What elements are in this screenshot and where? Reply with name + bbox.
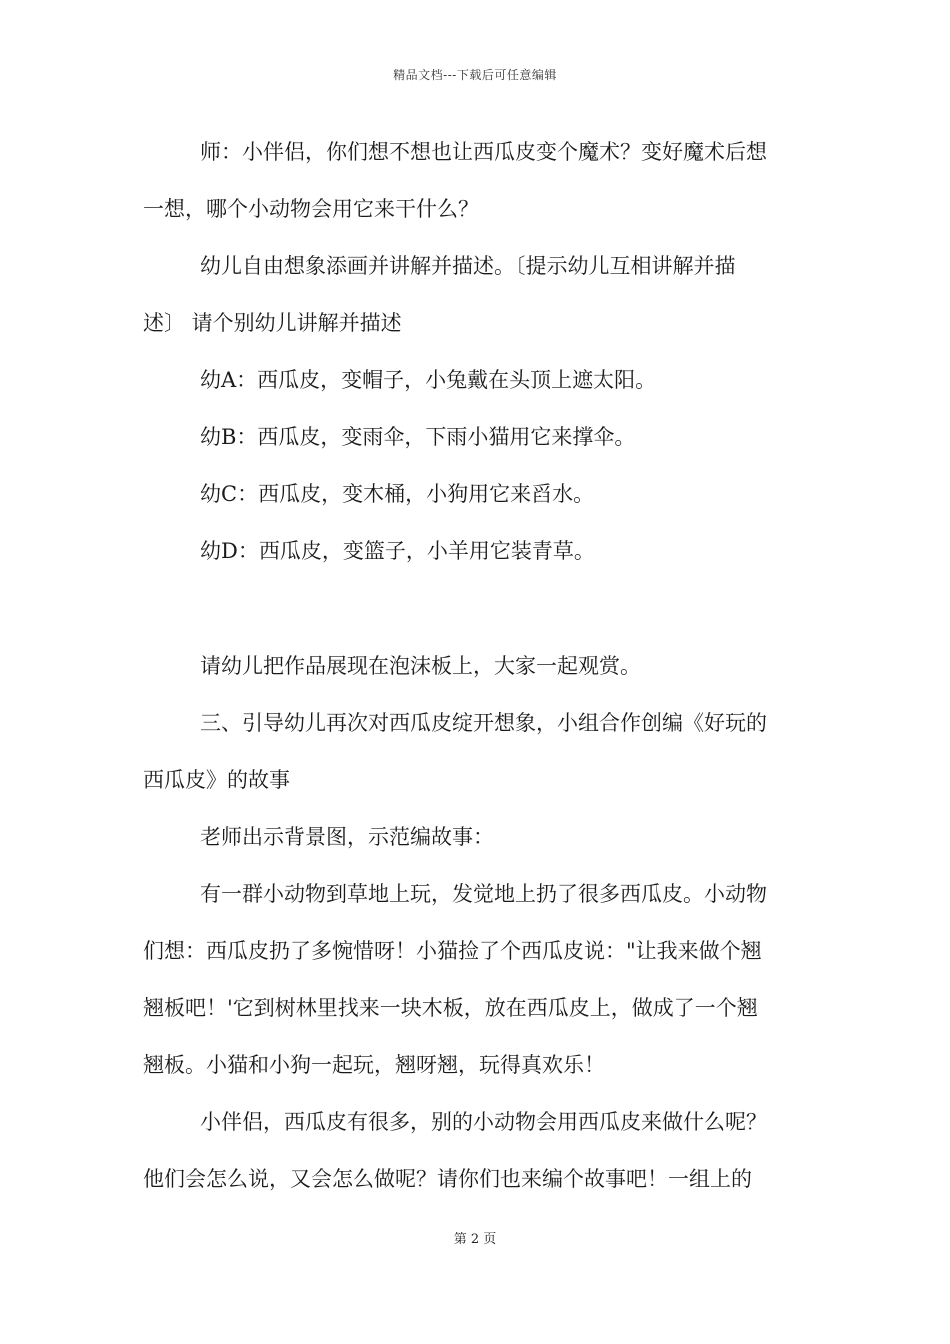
text-line: 他们会怎么说，又会怎么做呢？请你们也来编个故事吧！一组上的 [143, 1167, 752, 1191]
text-line: 请幼儿把作品展现在泡沫板上，大家一起观赏。 [200, 654, 641, 678]
text-line: 有一群小动物到草地上玩，发觉地上扔了很多西瓜皮。小动物 [200, 882, 767, 906]
text-line: 老师出示背景图，示范编故事： [200, 825, 494, 849]
text-line: 幼儿自由想象添画并讲解并描述。〔提示幼儿互相讲解并描 [200, 254, 736, 278]
text-line: 翘板吧！'它到树林里找来一块木板，放在西瓜皮上，做成了一个翘 [143, 996, 758, 1020]
text-line: 三、引导幼儿再次对西瓜皮绽开想象，小组合作创编《好玩的 [200, 711, 767, 735]
text-line: 翘板。小猫和小狗一起玩，翘呀翘，玩得真欢乐！ [143, 1053, 605, 1077]
page-header: 精品文档---下载后可任意编辑 [393, 68, 557, 82]
text-line: 西瓜皮》的故事 [143, 768, 290, 792]
text-line: 幼C：西瓜皮，变木桶，小狗用它来舀水。 [200, 482, 595, 506]
text-line: 幼A：西瓜皮，变帽子，小兔戴在头顶上遮太阳。 [200, 368, 657, 392]
text-line: 幼B：西瓜皮，变雨伞，下雨小猫用它来撑伞。 [200, 425, 636, 449]
text-line: 小伴侣，西瓜皮有很多，别的小动物会用西瓜皮来做什么呢？ [200, 1110, 767, 1134]
text-line: 们想：西瓜皮扔了多惋惜呀！小猫捡了个西瓜皮说："让我来做个翘 [143, 939, 762, 963]
text-line: 一想，哪个小动物会用它来干什么？ [143, 197, 479, 221]
text-line: 师：小伴侣，你们想不想也让西瓜皮变个魔术？变好魔术后想 [200, 140, 767, 164]
text-line: 幼D：西瓜皮，变篮子，小羊用它装青草。 [200, 539, 595, 563]
text-line: 述〕 请个别幼儿讲解并描述 [143, 311, 402, 335]
page-number: 第 2 页 [453, 1232, 497, 1247]
